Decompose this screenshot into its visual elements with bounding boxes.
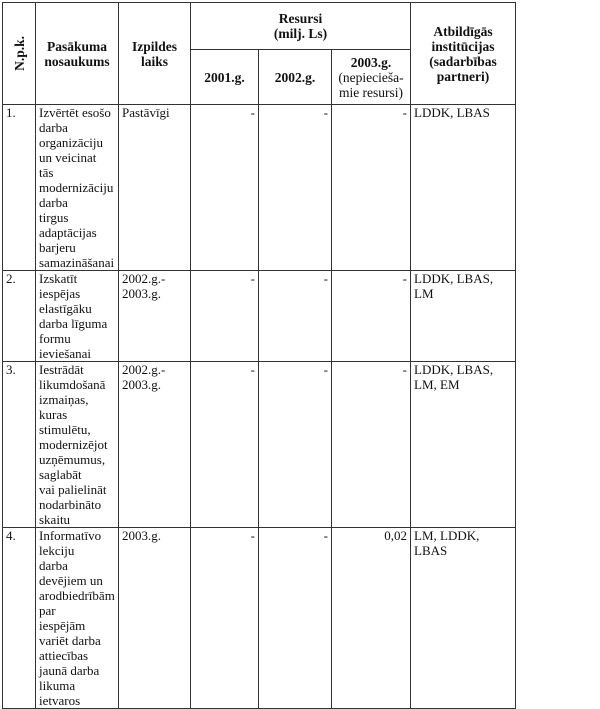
measure-name: Izskatīt iespējas elastīgāku darba līguma formu ieviešanai xyxy=(36,271,119,362)
table-row xyxy=(3,271,516,362)
resource-2003: - xyxy=(332,105,411,271)
resource-2002: - xyxy=(259,362,332,528)
resource-2001: - xyxy=(191,362,259,528)
resource-2003: 0,02 xyxy=(332,528,411,709)
table-row xyxy=(3,105,516,271)
responsible-institutions: LDDK, LBAS, LM, EM xyxy=(411,362,516,528)
header-resources: Resursi (milj. Ls) xyxy=(191,3,411,50)
execution-time: 2002.g.- 2003.g. xyxy=(119,271,191,362)
resource-2002: - xyxy=(259,271,332,362)
table-row xyxy=(3,362,516,528)
resource-2001: - xyxy=(191,105,259,271)
measures-table xyxy=(2,2,516,709)
measure-name: Izvērtēt esošo darba organizāciju un veicinat tās modernizāciju darba tirgus adaptācijas barjeru samazināšanai xyxy=(36,105,119,271)
header-name: Pasākuma nosaukums xyxy=(36,3,119,105)
row-number: 4. xyxy=(3,528,36,709)
resource-2003: - xyxy=(332,362,411,528)
row-number: 3. xyxy=(3,362,36,528)
responsible-institutions: LDDK, LBAS, LM xyxy=(411,271,516,362)
header-npk xyxy=(3,3,36,105)
execution-time: 2003.g. xyxy=(119,528,191,709)
measure-name: Informatīvo lekciju darba devējiem un arodbiedrībām par iespējām variēt darba attiecības jaunā darba likuma ietvaros xyxy=(36,528,119,709)
resource-2003: - xyxy=(332,271,411,362)
header-time: Izpildes laiks xyxy=(119,3,191,105)
header-npk-label: N.p.k. xyxy=(11,36,27,71)
header-2001: 2001.g. xyxy=(191,50,259,105)
responsible-institutions: LM, LDDK, LBAS xyxy=(411,528,516,709)
resource-2002: - xyxy=(259,105,332,271)
resource-2002: - xyxy=(259,528,332,709)
measure-name: Iestrādāt likumdošanā izmaiņas, kuras stimulētu, modernizējot uzņēmumus, saglabāt vai palielināt nodarbināto skaitu xyxy=(36,362,119,528)
execution-time: 2002.g.- 2003.g. xyxy=(119,362,191,528)
execution-time: Pastāvīgi xyxy=(119,105,191,271)
header-responsible: Atbildīgās institūcijas (sadarbības partneri) xyxy=(411,3,516,105)
row-number: 1. xyxy=(3,105,36,271)
table-row xyxy=(3,528,516,709)
resource-2001: - xyxy=(191,528,259,709)
header-2003: 2003.g. (nepiecieša- mie resursi) xyxy=(332,50,411,105)
row-number: 2. xyxy=(3,271,36,362)
responsible-institutions: LDDK, LBAS xyxy=(411,105,516,271)
header-2002: 2002.g. xyxy=(259,50,332,105)
resource-2001: - xyxy=(191,271,259,362)
